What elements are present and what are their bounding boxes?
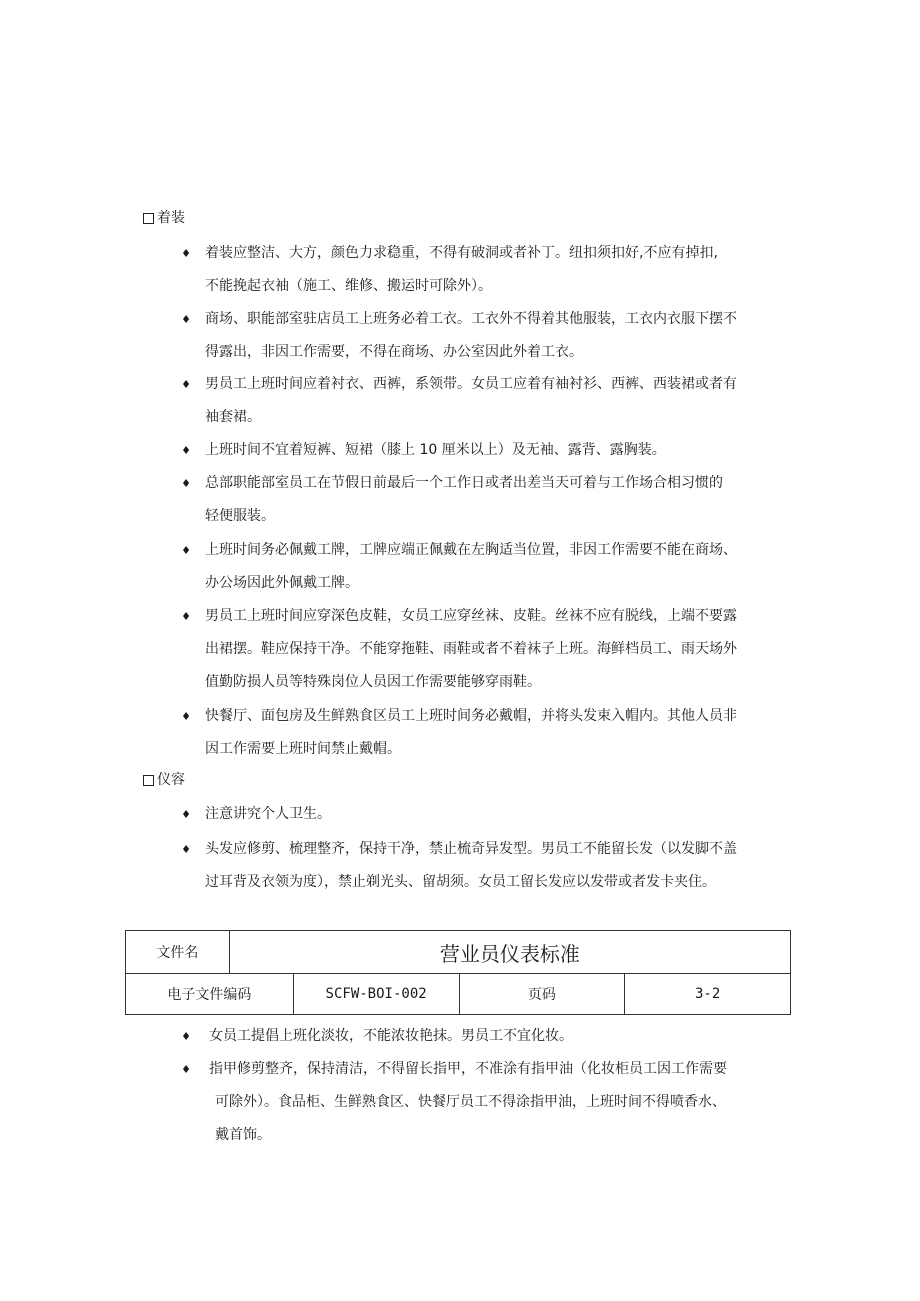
item-text-line: 女员工提倡上班化淡妆，不能浓妆艳抹。男员工不宜化妆。 [209, 1028, 573, 1044]
diamond-bullet-icon: ♦ [181, 610, 191, 623]
diamond-bullet-icon: ♦ [181, 710, 191, 723]
item-text-line: 男员工上班时间应穿深色皮鞋，女员工应穿丝袜、皮鞋。丝袜不应有脱线，上端不要露 [205, 608, 737, 624]
document-title: 营业员仪表标准 [229, 931, 790, 974]
file-code-value: SCFW-BOI-002 [293, 974, 459, 1015]
section-heading-dress [143, 208, 185, 228]
item-text-line: 注意讲究个人卫生。 [205, 806, 331, 822]
item-text-line: 上班时间务必佩戴工牌，工牌应端正佩戴在左胸适当位置，非因工作需要不能在商场、 [205, 542, 737, 558]
item-text-line: 男员工上班时间应着衬衣、西裤，系领带。女员工应着有袖衬衫、西裤、西装裙或者有 [205, 376, 737, 392]
diamond-bullet-icon: ♦ [181, 808, 191, 821]
item-text-line: 因工作需要上班时间禁止戴帽。 [205, 741, 401, 757]
item-text-line: 快餐厅、面包房及生鲜熟食区员工上班时间务必戴帽，并将头发束入帽内。其他人员非 [205, 708, 737, 724]
file-code-label: 电子文件编码 [126, 974, 294, 1015]
item-text-line: 指甲修剪整齐，保持清洁，不得留长指甲，不准涂有指甲油（化妆柜员工因工作需要 [209, 1061, 727, 1077]
item-text-line: 头发应修剪、梳理整齐，保持干净，禁止梳奇异发型。男员工不能留长发（以发脚不盖 [205, 841, 737, 857]
diamond-bullet-icon: ♦ [181, 247, 191, 260]
diamond-bullet-icon: ♦ [181, 544, 191, 557]
file-name-label: 文件名 [126, 931, 230, 974]
item-text-line: 上班时间不宜着短裤、短裙（膝上 10 厘米以上）及无袖、露背、露胸装。 [205, 442, 666, 458]
diamond-bullet-icon: ♦ [181, 378, 191, 391]
page-number-value: 3-2 [625, 974, 791, 1015]
section-heading-label: 仪容 [157, 772, 185, 788]
item-text-line: 商场、职能部室驻店员工上班务必着工衣。工衣外不得着其他服装，工衣内衣服下摆不 [205, 311, 737, 327]
item-text-line: 轻便服装。 [205, 508, 275, 524]
diamond-bullet-icon: ♦ [181, 1063, 191, 1076]
item-text-line: 戴首饰。 [215, 1127, 271, 1143]
item-text-line: 可除外）。食品柜、生鲜熟食区、快餐厅员工不得涂指甲油，上班时间不得喷香水、 [215, 1094, 726, 1110]
diamond-bullet-icon: ♦ [181, 1030, 191, 1043]
item-text-line: 过耳背及衣领为度），禁止剃光头、留胡须。女员工留长发应以发带或者发卡夹住。 [205, 874, 716, 890]
item-text-line: 得露出，非因工作需要，不得在商场、办公室因此外着工衣。 [205, 344, 583, 360]
item-text-line: 出裙摆。鞋应保持干净。不能穿拖鞋、雨鞋或者不着袜子上班。海鲜档员工、雨天场外 [205, 641, 737, 657]
item-text-line: 袖套裙。 [205, 409, 261, 425]
section-heading-label: 着装 [157, 210, 185, 226]
item-text-line: 值勤防损人员等特殊岗位人员因工作需要能够穿雨鞋。 [205, 674, 541, 690]
document-info-table [125, 930, 791, 1015]
diamond-bullet-icon: ♦ [181, 444, 191, 457]
item-text-line: 着装应整洁、大方，颜色力求稳重，不得有破洞或者补丁。纽扣须扣好,不应有掉扣, [205, 245, 718, 261]
item-text-line: 办公场因此外佩戴工牌。 [205, 575, 359, 591]
checkbox-icon [143, 775, 154, 786]
diamond-bullet-icon: ♦ [181, 843, 191, 856]
diamond-bullet-icon: ♦ [181, 313, 191, 326]
page-number-label: 页码 [459, 974, 625, 1015]
section-heading-appearance [143, 770, 185, 790]
item-text-line: 不能挽起衣袖（施工、维修、搬运时可除外）。 [205, 278, 492, 294]
item-text-line: 总部职能部室员工在节假日前最后一个工作日或者出差当天可着与工作场合相习惯的 [205, 475, 723, 491]
checkbox-icon [143, 213, 154, 224]
diamond-bullet-icon: ♦ [181, 477, 191, 490]
